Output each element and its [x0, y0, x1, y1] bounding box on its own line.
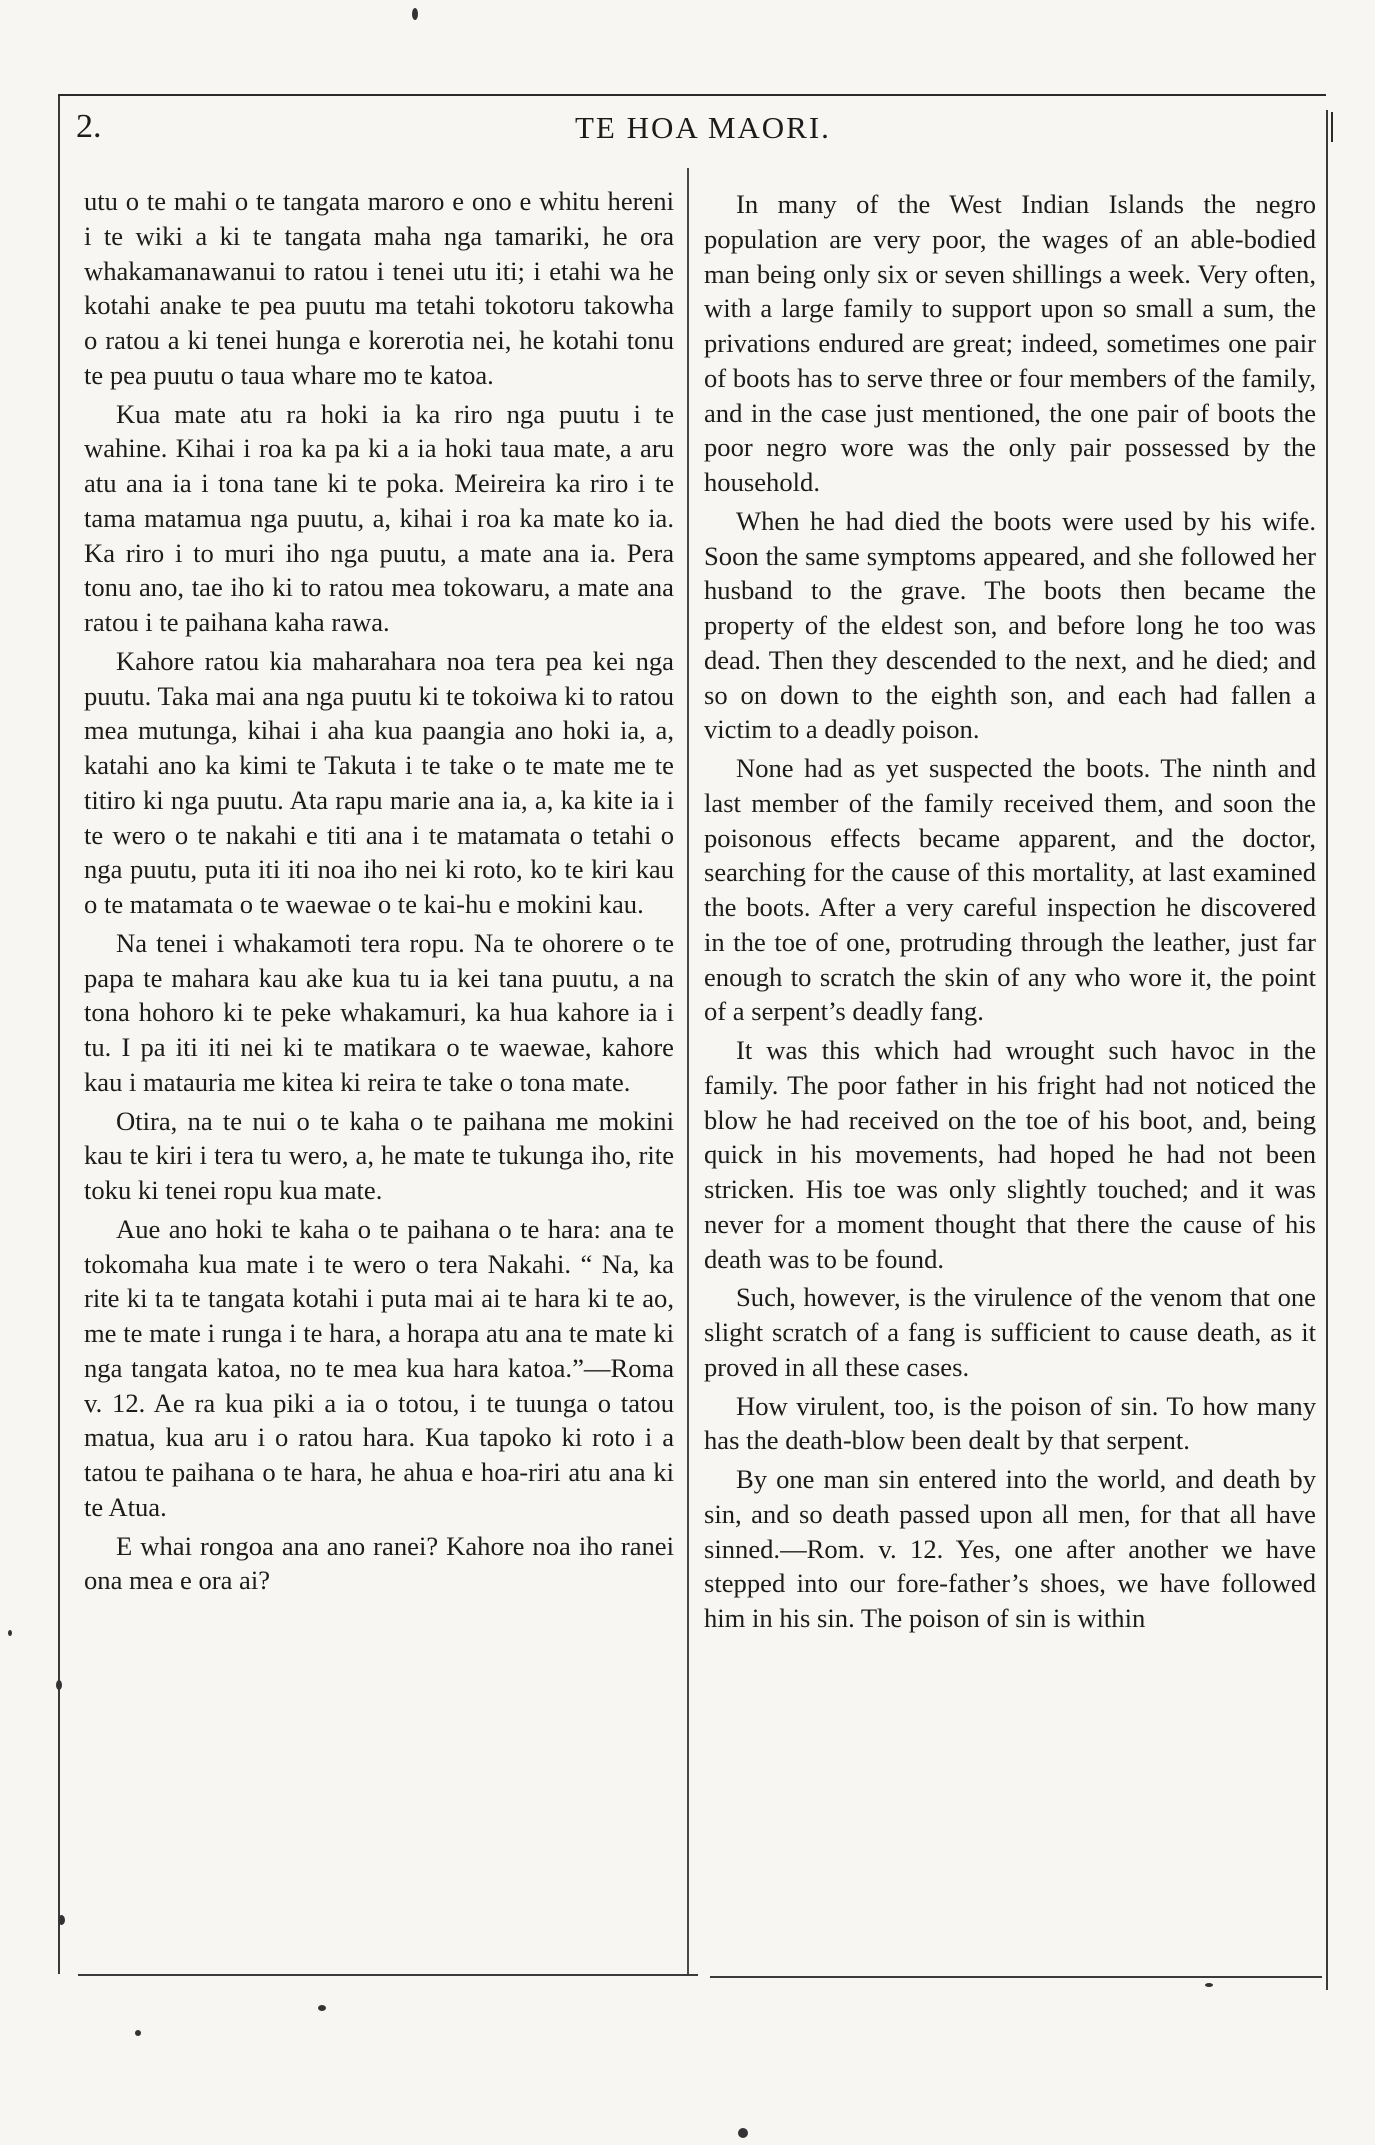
paragraph: Kua mate atu ra hoki ia ka riro nga puutu i te wahine. Kihai i roa ka pa ki a ia hoki taua mate, a aru atu ana ia i tona tane ki te poka. Meireira ka riro i te tama matamua nga puutu, a, kihai i roa ka mate ko ia. Ka riro i to muri iho nga puutu, a mate ana ia. Pera tonu ano, tae iho ki to ratou mea tokowaru, a mate ana ratou i te paihana kaha rawa.: [84, 398, 674, 637]
column-divider: [687, 168, 689, 1974]
paragraph: Kahore ratou kia maharahara noa tera pea kei nga puutu. Taka mai ana nga puutu ki te tokoiwa ki to ratou mea mutunga, kihai i aha kua paangia ano hoki ia, a, katahi ano ka kimi te Takuta i te take o te mate me te titiro ki nga puutu. Ata rapu marie ana ia, a, ka kite ia i te wero o te nakahi e titi ana i te matamata o tetahi o nga puutu, puta iti iti noa iho nei ki roto, ko te kiri kau o te matamata o te waewae o te kai-hu e mokini kau.: [84, 645, 674, 919]
header-rule: [58, 94, 1326, 96]
paragraph: How virulent, too, is the poison of sin. To how many has the death-blow been dealt by that serpent.: [704, 1390, 1316, 1456]
ink-speck: [135, 2030, 141, 2036]
paragraph: utu o te mahi o te tangata maroro e ono e whitu hereni i te wiki a ki te tangata maha nga tamariki, he ora whakamanawanui to ratou i tenei utu iti; i etahi wa he kotahi anake te pea puutu ma tetahi tokotoru takowha o ratou a ki tenei hunga e korerotia nei, he kotahi tonu te pea puutu o taua whare mo te katoa.: [84, 186, 674, 390]
ink-speck: [738, 2128, 748, 2138]
paragraph: Na tenei i whakamoti tera ropu. Na te ohorere o te papa te mahara kau ake kua tu ia kei tana puutu, a na tona hohoro ki te peke whakamuri, ka hua kahore ia i tu. I pa iti iti nei ki te matikara o te waewae, kahore kau i matauria me kitea ki reira te take o tona mate.: [84, 927, 674, 1097]
right-border-rule: [1326, 110, 1328, 1990]
paragraph: By one man sin entered into the world, and death by sin, and so death passed upon all men, for that all have sinned.—Rom. v. 12. Yes, one after another we have stepped into our fore-father’s shoes, we have followed him in his sin. The poison of sin is within: [704, 1464, 1316, 1633]
english-column: [704, 187, 1316, 1640]
paragraph: E whai rongoa ana ano ranei? Kahore noa iho ranei ona mea e ora ai?: [84, 1530, 674, 1596]
ink-speck: [412, 8, 418, 20]
paragraph: None had as yet suspected the boots. The ninth and last member of the family received them, and soon the poisonous effects became apparent, and the doctor, searching for the cause of this mortality, at last examined the boots. After a very careful inspection he discovered in the toe of one, protruding through the leather, just far enough to scratch the skin of any who wore it, the point of a serpent’s deadly fang.: [704, 753, 1316, 1027]
paragraph: It was this which had wrought such havoc in the family. The poor father in his fright had not noticed the blow he had received on the toe of his boot, and, being quick in his movements, had hoped he had not been stricken. His toe was only slightly touched; and it was never for a moment thought that there the cause of his death was to be found.: [704, 1035, 1316, 1274]
bottom-rule-left: [78, 1974, 698, 1976]
bottom-rule-right: [710, 1976, 1322, 1978]
paragraph: Aue ano hoki te kaha o te paihana o te hara: ana te tokomaha kua mate i te wero o tera Nakahi. “ Na, ka rite ki ta te tangata kotahi i puta mai ai te hara ki te ao, me te mate i runga i te hara, a horapa atu ana te mate ki nga tangata katoa, no te mea kua hara katoa.”—Roma v. 12. Ae ra kua piki a ia o totou, i te tuunga o tatou matua, kua aru i o ratou hara. Kua tapoko ki roto i a tatou te paihana o te hara, he ahua e hoa-riri atu ana ki te Atua.: [84, 1213, 674, 1522]
paragraph: Otira, na te nui o te kaha o te paihana me mokini kau te kiri i tera tu wero, a, he mate te tukunga iho, rite toku ki tenei ropu kua mate.: [84, 1105, 674, 1205]
paragraph: Such, however, is the virulence of the venom that one slight scratch of a fang is sufficient to cause death, as it proved in all these cases.: [704, 1282, 1316, 1382]
ink-speck: [1205, 1983, 1213, 1987]
ink-speck: [318, 2005, 326, 2011]
ink-speck: [58, 1915, 65, 1925]
page-number: 2.: [76, 108, 102, 145]
left-border-rule: [58, 96, 60, 1974]
header-end-rule: [1331, 112, 1333, 142]
ink-speck: [56, 1680, 62, 1690]
paragraph: When he had died the boots were used by his wife. Soon the same symptoms appeared, and she followed her husband to the grave. The boots then became the property of the eldest son, and before long he too was dead. Then they descended to the next, and he died; and so on down to the eighth son, and each had fallen a victim to a deadly poison.: [704, 505, 1316, 745]
page-title: TE HOA MAORI.: [575, 110, 831, 145]
paragraph: In many of the West Indian Islands the negro population are very poor, the wages of an able-bodied man being only six or seven shillings a week. Very often, with a large family to support upon so small a sum, the privations endured are great; indeed, sometimes one pair of boots has to serve three or four members of the family, and in the case just mentioned, the one pair of boots the poor negro wore was the only pair possessed by the household.: [704, 189, 1316, 497]
maori-column: [84, 184, 674, 1602]
ink-speck: [8, 1630, 12, 1636]
